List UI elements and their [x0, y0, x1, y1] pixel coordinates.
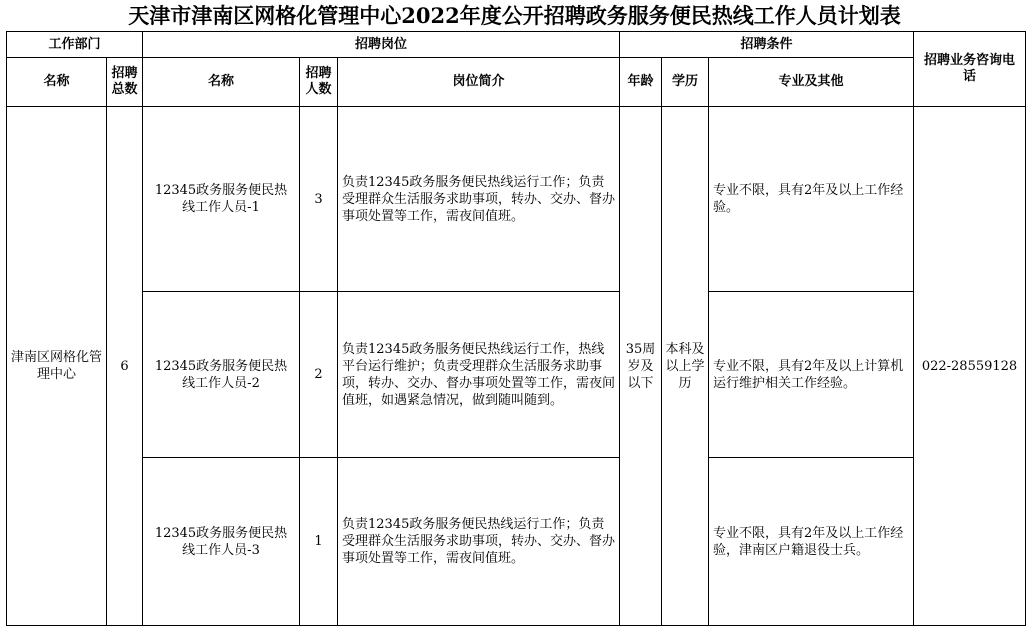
table-row — [7, 292, 1026, 458]
dept-total-cell: 6 — [107, 107, 143, 626]
age-cell: 35周岁及以下 — [620, 107, 662, 626]
header-major-other: 专业及其他 — [709, 58, 914, 107]
header-position-group: 招聘岗位 — [143, 32, 620, 58]
position-description-cell: 负责12345政务服务便民热线运行工作；负责受理群众生活服务求助事项，转办、交办、督办事项处置等工作，需夜间值班。 — [338, 107, 620, 292]
header-pos-name: 名称 — [143, 58, 300, 107]
phone-cell: 022-28559128 — [914, 107, 1026, 626]
header-condition-group: 招聘条件 — [620, 32, 914, 58]
table-row — [7, 107, 1026, 292]
position-count-cell: 2 — [300, 292, 338, 458]
header-row-detail — [7, 58, 1026, 107]
recruitment-plan-table — [6, 31, 1026, 626]
header-department-group: 工作部门 — [7, 32, 143, 58]
position-count-cell: 1 — [300, 458, 338, 626]
position-name-cell: 12345政务服务便民热线工作人员-3 — [143, 458, 300, 626]
position-name-cell: 12345政务服务便民热线工作人员-2 — [143, 292, 300, 458]
position-count-cell: 3 — [300, 107, 338, 292]
position-name-cell: 12345政务服务便民热线工作人员-1 — [143, 107, 300, 292]
requirements-cell: 专业不限，具有2年及以上计算机运行维护相关工作经验。 — [709, 292, 914, 458]
table-row — [7, 458, 1026, 626]
education-cell: 本科及以上学历 — [662, 107, 709, 626]
header-education: 学历 — [662, 58, 709, 107]
header-dept-total: 招聘总数 — [107, 58, 143, 107]
position-description-cell: 负责12345政务服务便民热线运行工作；负责受理群众生活服务求助事项，转办、交办、督办事项处置等工作，需夜间值班。 — [338, 458, 620, 626]
header-age: 年龄 — [620, 58, 662, 107]
requirements-cell: 专业不限，具有2年及以上工作经验，津南区户籍退役士兵。 — [709, 458, 914, 626]
requirements-cell: 专业不限，具有2年及以上工作经验。 — [709, 107, 914, 292]
header-phone: 招聘业务咨询电话 — [914, 32, 1026, 107]
header-row-group — [7, 32, 1026, 58]
position-description-cell: 负责12345政务服务便民热线运行工作，热线平台运行维护；负责受理群众生活服务求助事项，转办、交办、督办事项处置等工作，需夜间值班，如遇紧急情况，做到随叫随到。 — [338, 292, 620, 458]
page-title: 天津市津南区网格化管理中心2022年度公开招聘政务服务便民热线工作人员计划表 — [128, 3, 901, 28]
header-dept-name: 名称 — [7, 58, 107, 107]
header-pos-desc: 岗位简介 — [338, 58, 620, 107]
header-pos-count: 招聘人数 — [300, 58, 338, 107]
dept-name-cell: 津南区网格化管理中心 — [7, 107, 107, 626]
